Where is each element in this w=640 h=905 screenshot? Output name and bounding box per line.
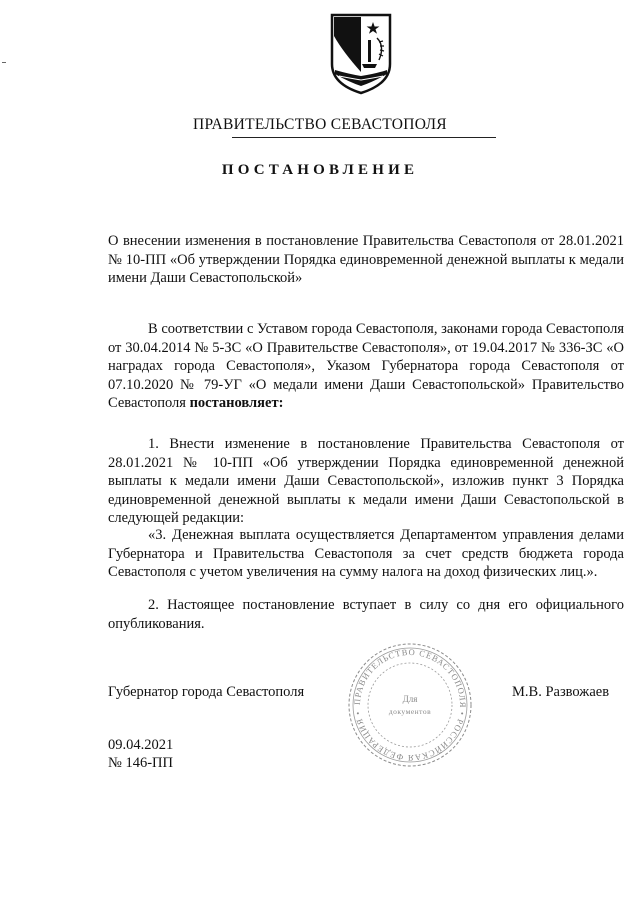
svg-text:ПРАВИТЕЛЬСТВО СЕВАСТОПОЛЯ • РО [352,647,468,763]
scan-mark [2,62,6,63]
organization-name: ПРАВИТЕЛЬСТВО СЕВАСТОПОЛЯ [193,116,447,133]
document-date: 09.04.2021 [108,737,174,753]
document-subject: О внесении изменения в постановление Правительства Севастополя от 28.01.2021 № 10-ПП «Об утверждении Порядка единовременной денежной выплаты к медали имени Даши Севастопольской» [108,233,624,286]
document-date-block [108,736,173,772]
preamble-paragraph [108,320,624,413]
official-seal [345,640,475,770]
quoted-amendment: «3. Денежная выплата осуществляется Департаментом управления делами Губернатора и Правительства Севастополя за счет средств бюджета города Севастополя с учетом увеличения на сумму налога на доход физических лиц.». [108,527,624,580]
seal-center-line-2: документов [388,707,432,716]
preamble-text: В соответствии с Уставом города Севастополя, законами города Севастополя от 30.04.2014 № 5-ЗС «О Правительстве Севастополя», от 19.04.2017 № 336-ЗС «О наградах города Севастополя», Указом Губернатора города Севастополя от 07.10.2020 № 79-УГ «О медали имени Даши Севастопольской» Правительство Севастополя [108,321,624,411]
seal-center-line-1: Для [402,694,418,704]
organization-underline [232,137,496,138]
seal-ring-text: ПРАВИТЕЛЬСТВО СЕВАСТОПОЛЯ • РОССИЙСКАЯ ФЕДЕРАЦИЯ • [351,646,469,764]
preamble-bold-word: постановляет: [189,395,284,411]
document-number: № 146-ПП [108,755,173,771]
signatory-position: Губернатор города Севастополя [108,684,305,700]
signatory-name: М.В. Развожаев [512,684,610,700]
document-type-title: ПОСТАНОВЛЕНИЕ [221,162,419,178]
item-2: 2. Настоящее постановление вступает в силу со дня его официального опубликования. [108,597,624,632]
item-1: 1. Внести изменение в постановление Правительства Севастополя от 28.01.2021 № 10-ПП «Об утверждении Порядка единовременной денежной выплаты к медали имени Даши Севастопольской», изложив пункт 3 Порядка единовременной денежной выплаты к медали имени Даши Севастопольской в следующей редакции: [108,436,624,526]
sevastopol-coat-of-arms-icon [329,12,393,96]
